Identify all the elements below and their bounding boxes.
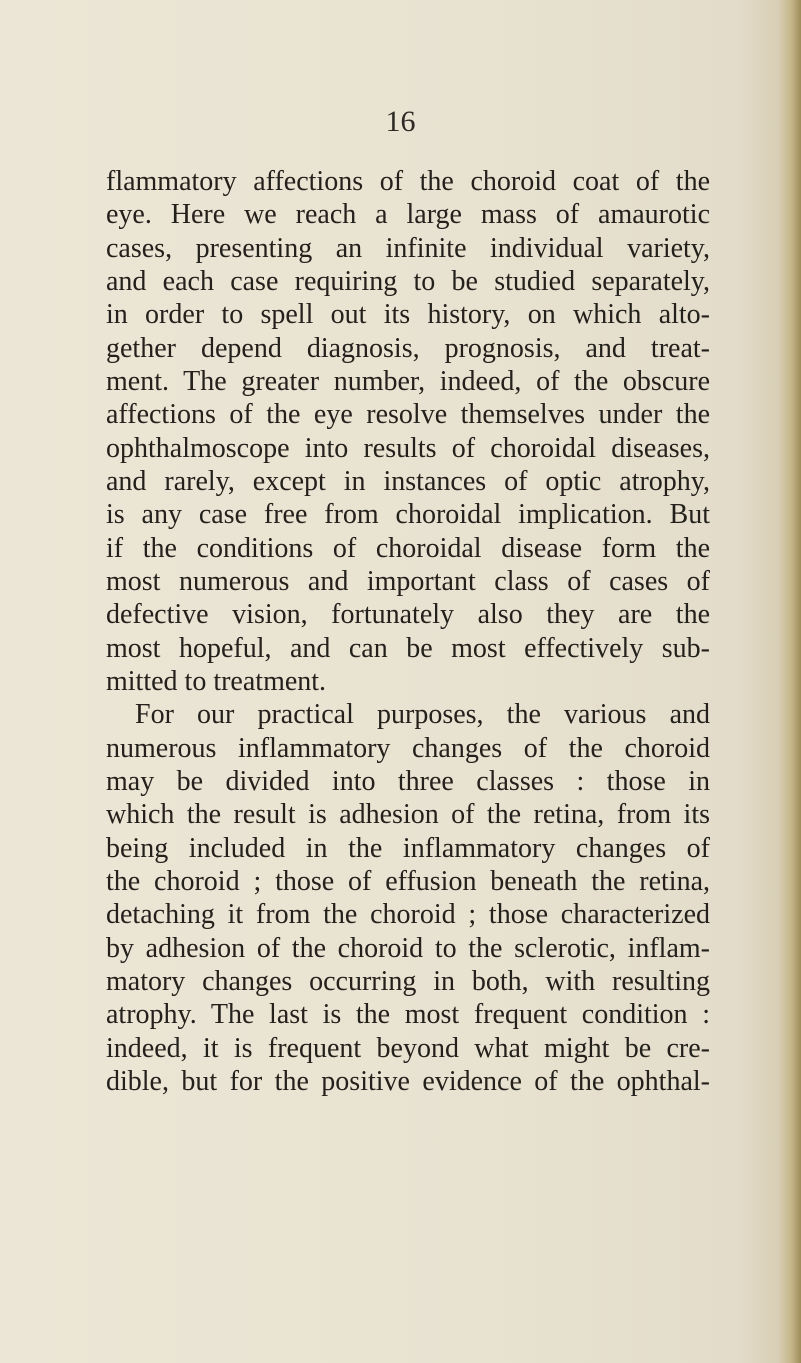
text-line: most hopeful, and can be most effectively sub- <box>106 632 710 664</box>
text-line: ment. The greater number, indeed, of the obscure <box>106 365 710 397</box>
text-line: cases, presenting an infinite individual variety, <box>106 232 710 264</box>
text-line: is any case free from choroidal implication. But <box>106 499 710 531</box>
text-line: gether depend diagnosis, prognosis, and treat- <box>106 332 710 364</box>
text-line: flammatory affections of the choroid coat of the <box>106 166 710 197</box>
text-line: affections of the eye resolve themselves under the <box>106 399 710 431</box>
text-line: most numerous and important class of cases of <box>106 565 710 597</box>
text-line: and each case requiring to be studied separately, <box>106 265 710 297</box>
text-line: defective vision, fortunately also they are the <box>106 599 710 631</box>
text-line: dible, but for the positive evidence of the ophthal- <box>106 1065 710 1097</box>
text-line: numerous inflammatory changes of the choroid <box>106 732 710 764</box>
text-line: being included in the inflammatory changes of <box>106 832 710 864</box>
text-line: if the conditions of choroidal disease form the <box>106 532 710 564</box>
text-line: atrophy. The last is the most frequent condition : <box>106 999 710 1031</box>
text-line: For our practical purposes, the various and <box>135 699 710 731</box>
text-line: which the result is adhesion of the retina, from its <box>106 799 710 831</box>
text-line: matory changes occurring in both, with resulting <box>106 965 710 997</box>
page-number: 16 <box>385 105 416 138</box>
text-line: the choroid ; those of effusion beneath the retina, <box>106 865 710 897</box>
text-line: indeed, it is frequent beyond what might be cre- <box>106 1032 710 1064</box>
text-line: in order to spell out its history, on which alto- <box>106 299 710 331</box>
body-text <box>106 165 710 1098</box>
text-line: may be divided into three classes : those in <box>106 765 710 797</box>
page-edge <box>779 0 801 1363</box>
text-line: and rarely, except in instances of optic atrophy, <box>106 465 710 497</box>
text-line: ophthalmoscope into results of choroidal diseases, <box>106 432 710 464</box>
text-line: eye. Here we reach a large mass of amaurotic <box>106 199 710 231</box>
text-line: mitted to treatment. <box>106 665 327 697</box>
text-line: detaching it from the choroid ; those characterized <box>106 899 710 931</box>
text-line: by adhesion of the choroid to the sclerotic, inflam- <box>106 932 710 964</box>
